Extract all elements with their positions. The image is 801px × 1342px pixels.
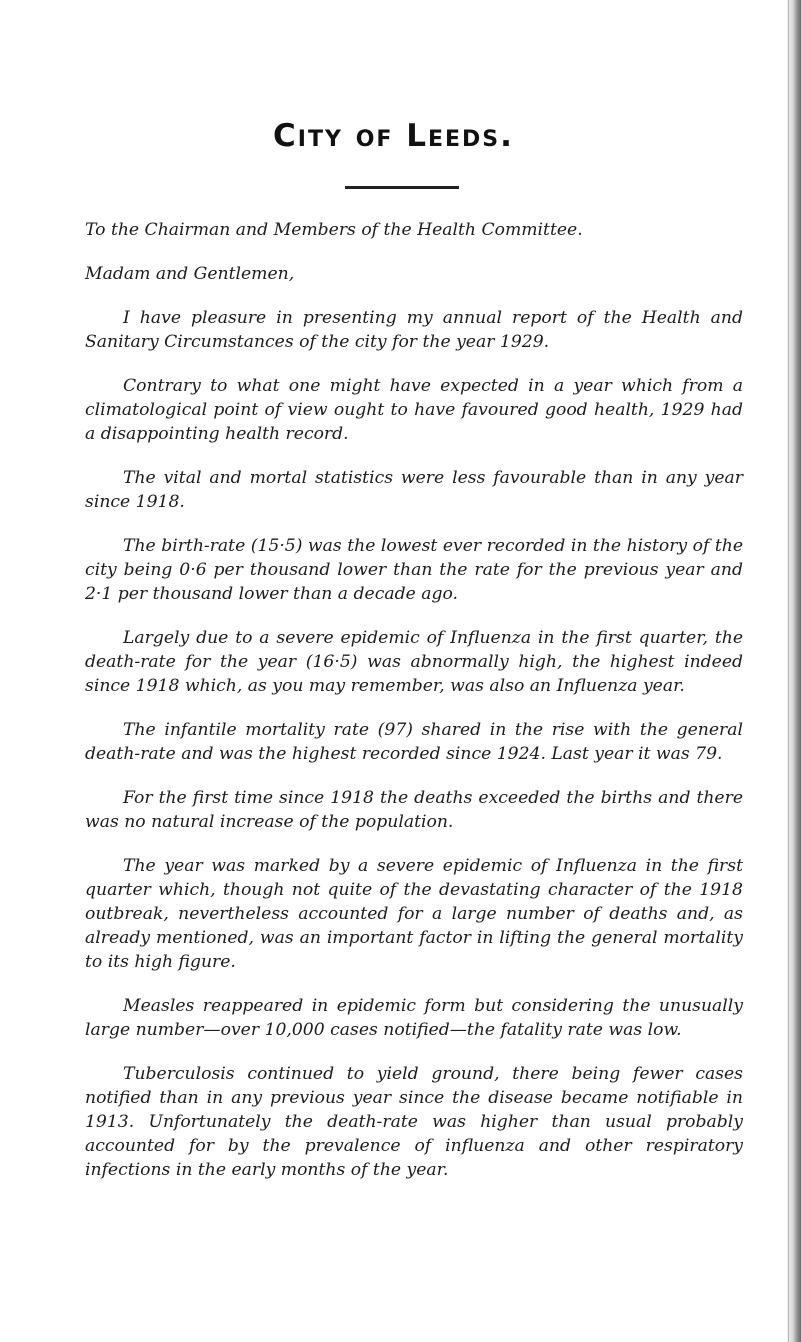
paragraph-measles: Measles reappeared in epidemic form but considering the unusually large number—over 10,000 cases notified—the fatality rate was low. (85, 996, 743, 1040)
paragraph-intro: I have pleasure in presenting my annual report of the Health and Sanitary Circumstances of the city for the year 1929. (85, 308, 743, 352)
page-edge-line (788, 0, 789, 1342)
paragraph-natural-increase: For the first time since 1918 the deaths exceeded the births and there was no natural increase of the population. (85, 788, 743, 832)
salutation: Madam and Gentlemen, (85, 264, 295, 284)
title-divider (345, 186, 459, 189)
letter-body (85, 218, 743, 1202)
page-title: City of Leeds. (273, 118, 514, 154)
page-edge-shadow (787, 0, 801, 1342)
paragraph-birth-rate: The birth-rate (15·5) was the lowest ever recorded in the history of the city being 0·6 per thousand lower than the rate for the previous year and 2·1 per thousand lower than a decade ago. (85, 536, 743, 604)
paragraph-infantile-mortality: The infantile mortality rate (97) shared in the rise with the general death-rate and was the highest recorded since 1924. Last year it was 79. (85, 720, 743, 764)
paragraph-health-record: Contrary to what one might have expected in a year which from a climatological point of view ought to have favoured good health, 1929 had a disappointing health record. (85, 376, 743, 444)
paragraph-death-rate: Largely due to a severe epidemic of Influenza in the first quarter, the death-rate for the year (16·5) was abnormally high, the highest indeed since 1918 which, as you may remember, was also an Influenza year. (85, 628, 743, 696)
paragraph-tuberculosis: Tuberculosis continued to yield ground, there being fewer cases notified than in any previous year since the disease became notifiable in 1913. Unfortunately the death-rate was higher than usual probably accounted for by the prevalence of influenza and other respiratory infections in the early months of the year. (85, 1064, 743, 1180)
paragraph-influenza: The year was marked by a severe epidemic of Influenza in the first quarter which, though not quite of the devastating character of the 1918 outbreak, nevertheless accounted for a large number of deaths and, as already mentioned, was an important factor in lifting the general mortality to its high figure. (85, 856, 743, 972)
paragraph-vital-statistics: The vital and mortal statistics were less favourable than in any year since 1918. (85, 468, 743, 512)
salutation-to: To the Chairman and Members of the Health Committee. (85, 220, 583, 240)
